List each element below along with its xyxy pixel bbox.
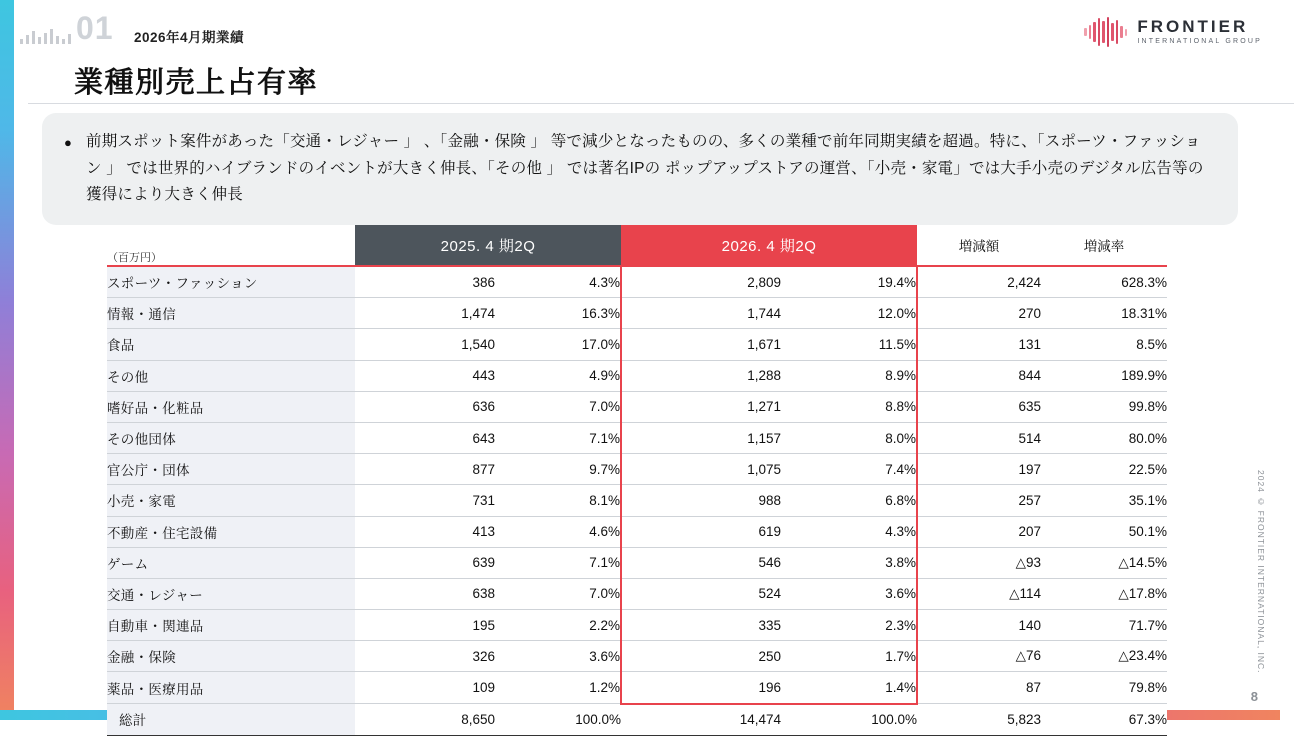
left-gradient-bar <box>0 0 14 720</box>
header-diff-amount: 増減額 <box>917 225 1041 266</box>
table-header-row <box>107 225 1167 266</box>
page-title: 業種別売上占有率 <box>74 67 319 99</box>
diff-value: 635 <box>917 391 1041 422</box>
table-row <box>107 672 1167 704</box>
header-current-period: 2026. 4 期2Q <box>621 225 917 266</box>
rate-value: 628.3% <box>1041 266 1167 298</box>
sales-share-table <box>107 225 1167 736</box>
prev-value: 413 <box>355 516 495 547</box>
total-current-value: 14,474 <box>621 704 781 736</box>
prev-value: 386 <box>355 266 495 298</box>
table-row <box>107 641 1167 672</box>
prev-pct: 9.7% <box>495 454 621 485</box>
current-value: 1,744 <box>621 298 781 329</box>
total-current-pct: 100.0% <box>781 704 917 736</box>
rate-value: 8.5% <box>1041 329 1167 360</box>
prev-pct: 7.0% <box>495 578 621 609</box>
prev-pct: 1.2% <box>495 672 621 704</box>
current-pct: 1.4% <box>781 672 917 704</box>
prev-pct: 7.1% <box>495 422 621 453</box>
row-label: 交通・レジャー <box>107 578 355 609</box>
logo-name: FRONTIER <box>1137 17 1249 37</box>
rate-value: 50.1% <box>1041 516 1167 547</box>
prev-pct: 3.6% <box>495 641 621 672</box>
current-value: 1,271 <box>621 391 781 422</box>
diff-value: 197 <box>917 454 1041 485</box>
row-label: 小売・家電 <box>107 485 355 516</box>
current-value: 1,075 <box>621 454 781 485</box>
current-pct: 7.4% <box>781 454 917 485</box>
rate-value: 80.0% <box>1041 422 1167 453</box>
unit-label: （百万円） <box>107 252 162 264</box>
table-body <box>107 266 1167 735</box>
current-value: 546 <box>621 547 781 578</box>
slide-header <box>14 0 1280 99</box>
current-pct: 3.6% <box>781 578 917 609</box>
table-row <box>107 547 1167 578</box>
prev-value: 639 <box>355 547 495 578</box>
diff-value: 140 <box>917 610 1041 641</box>
current-pct: 6.8% <box>781 485 917 516</box>
current-value: 1,288 <box>621 360 781 391</box>
bullet-icon: ● <box>64 135 72 150</box>
prev-pct: 4.9% <box>495 360 621 391</box>
table-row <box>107 360 1167 391</box>
current-pct: 8.8% <box>781 391 917 422</box>
rate-value: 35.1% <box>1041 485 1167 516</box>
logo-text <box>1137 18 1262 45</box>
current-pct: 1.7% <box>781 641 917 672</box>
row-label: 金融・保険 <box>107 641 355 672</box>
total-prev-value: 8,650 <box>355 704 495 736</box>
rate-value: 189.9% <box>1041 360 1167 391</box>
current-value: 250 <box>621 641 781 672</box>
rate-value: 99.8% <box>1041 391 1167 422</box>
header-divider <box>28 103 1294 104</box>
table-row <box>107 298 1167 329</box>
prev-value: 443 <box>355 360 495 391</box>
rate-value: 22.5% <box>1041 454 1167 485</box>
page-number: 8 <box>1250 689 1258 704</box>
prev-value: 1,540 <box>355 329 495 360</box>
current-pct: 8.9% <box>781 360 917 391</box>
table-row <box>107 391 1167 422</box>
rate-value: △23.4% <box>1041 641 1167 672</box>
prev-pct: 16.3% <box>495 298 621 329</box>
rate-value: △14.5% <box>1041 547 1167 578</box>
diff-value: 131 <box>917 329 1041 360</box>
current-value: 2,809 <box>621 266 781 298</box>
diff-value: 87 <box>917 672 1041 704</box>
table-row <box>107 485 1167 516</box>
total-rate-value: 67.3% <box>1041 704 1167 736</box>
current-value: 1,157 <box>621 422 781 453</box>
current-pct: 11.5% <box>781 329 917 360</box>
diff-value: 2,424 <box>917 266 1041 298</box>
row-label: 官公庁・団体 <box>107 454 355 485</box>
table-total-row <box>107 704 1167 736</box>
prev-pct: 7.1% <box>495 547 621 578</box>
table-row <box>107 454 1167 485</box>
prev-value: 643 <box>355 422 495 453</box>
row-label: 情報・通信 <box>107 298 355 329</box>
header-prev-period: 2025. 4 期2Q <box>355 225 621 266</box>
summary-callout <box>42 113 1238 225</box>
diff-value: △76 <box>917 641 1041 672</box>
rate-value: △17.8% <box>1041 578 1167 609</box>
current-pct: 2.3% <box>781 610 917 641</box>
table-row <box>107 516 1167 547</box>
current-value: 988 <box>621 485 781 516</box>
current-value: 196 <box>621 672 781 704</box>
diff-value: 844 <box>917 360 1041 391</box>
row-label: 自動車・関連品 <box>107 610 355 641</box>
header-diff-rate: 増減率 <box>1041 225 1167 266</box>
current-pct: 3.8% <box>781 547 917 578</box>
logo-tagline: INTERNATIONAL GROUP <box>1137 38 1262 46</box>
total-diff-value: 5,823 <box>917 704 1041 736</box>
current-value: 335 <box>621 610 781 641</box>
prev-value: 877 <box>355 454 495 485</box>
company-logo <box>1084 16 1262 48</box>
diff-value: 257 <box>917 485 1041 516</box>
row-label: その他団体 <box>107 422 355 453</box>
diff-value: 270 <box>917 298 1041 329</box>
row-label: その他 <box>107 360 355 391</box>
prev-value: 326 <box>355 641 495 672</box>
rate-value: 71.7% <box>1041 610 1167 641</box>
current-value: 524 <box>621 578 781 609</box>
prev-pct: 7.0% <box>495 391 621 422</box>
waveform-icon <box>1084 16 1127 48</box>
prev-value: 195 <box>355 610 495 641</box>
table-row <box>107 578 1167 609</box>
diff-value: 207 <box>917 516 1041 547</box>
prev-pct: 8.1% <box>495 485 621 516</box>
diff-value: 514 <box>917 422 1041 453</box>
row-label: ゲーム <box>107 547 355 578</box>
row-label: 薬品・医療用品 <box>107 672 355 704</box>
prev-pct: 17.0% <box>495 329 621 360</box>
prev-pct: 4.3% <box>495 266 621 298</box>
prev-value: 638 <box>355 578 495 609</box>
summary-text: 前期スポット案件があった「交通・レジャー 」 、「金融・保険 」 等で減少となったものの、多くの業種で前年同期実績を超過。特に、「スポーツ・ファッション 」 では世界的ハイブランドのイベントが大きく伸長、「その他 」 では著名IPの ポップアップストアの運営、「小売・家電」では大手小売のデジタル広告等の獲得により大きく伸長 <box>86 133 1204 204</box>
diff-value: △114 <box>917 578 1041 609</box>
prev-pct: 2.2% <box>495 610 621 641</box>
section-number: 01 <box>76 10 114 46</box>
current-pct: 12.0% <box>781 298 917 329</box>
table-row <box>107 329 1167 360</box>
current-value: 619 <box>621 516 781 547</box>
prev-value: 636 <box>355 391 495 422</box>
section-title: 2026年4月期業績 <box>134 30 245 45</box>
row-label: スポーツ・ファッション <box>107 266 355 298</box>
equalizer-icon <box>20 28 71 44</box>
current-pct: 19.4% <box>781 266 917 298</box>
prev-value: 731 <box>355 485 495 516</box>
table-row <box>107 266 1167 298</box>
diff-value: △93 <box>917 547 1041 578</box>
row-label: 不動産・住宅設備 <box>107 516 355 547</box>
table-row <box>107 422 1167 453</box>
total-prev-pct: 100.0% <box>495 704 621 736</box>
current-pct: 4.3% <box>781 516 917 547</box>
row-label: 食品 <box>107 329 355 360</box>
prev-value: 1,474 <box>355 298 495 329</box>
row-label: 嗜好品・化粧品 <box>107 391 355 422</box>
current-value: 1,671 <box>621 329 781 360</box>
prev-value: 109 <box>355 672 495 704</box>
rate-value: 79.8% <box>1041 672 1167 704</box>
rate-value: 18.31% <box>1041 298 1167 329</box>
table-row <box>107 610 1167 641</box>
current-pct: 8.0% <box>781 422 917 453</box>
prev-pct: 4.6% <box>495 516 621 547</box>
total-label: 総計 <box>107 704 355 736</box>
copyright-notice: 2024 © FRONTIER INTERNATIONAL, INC. <box>1256 470 1266 674</box>
